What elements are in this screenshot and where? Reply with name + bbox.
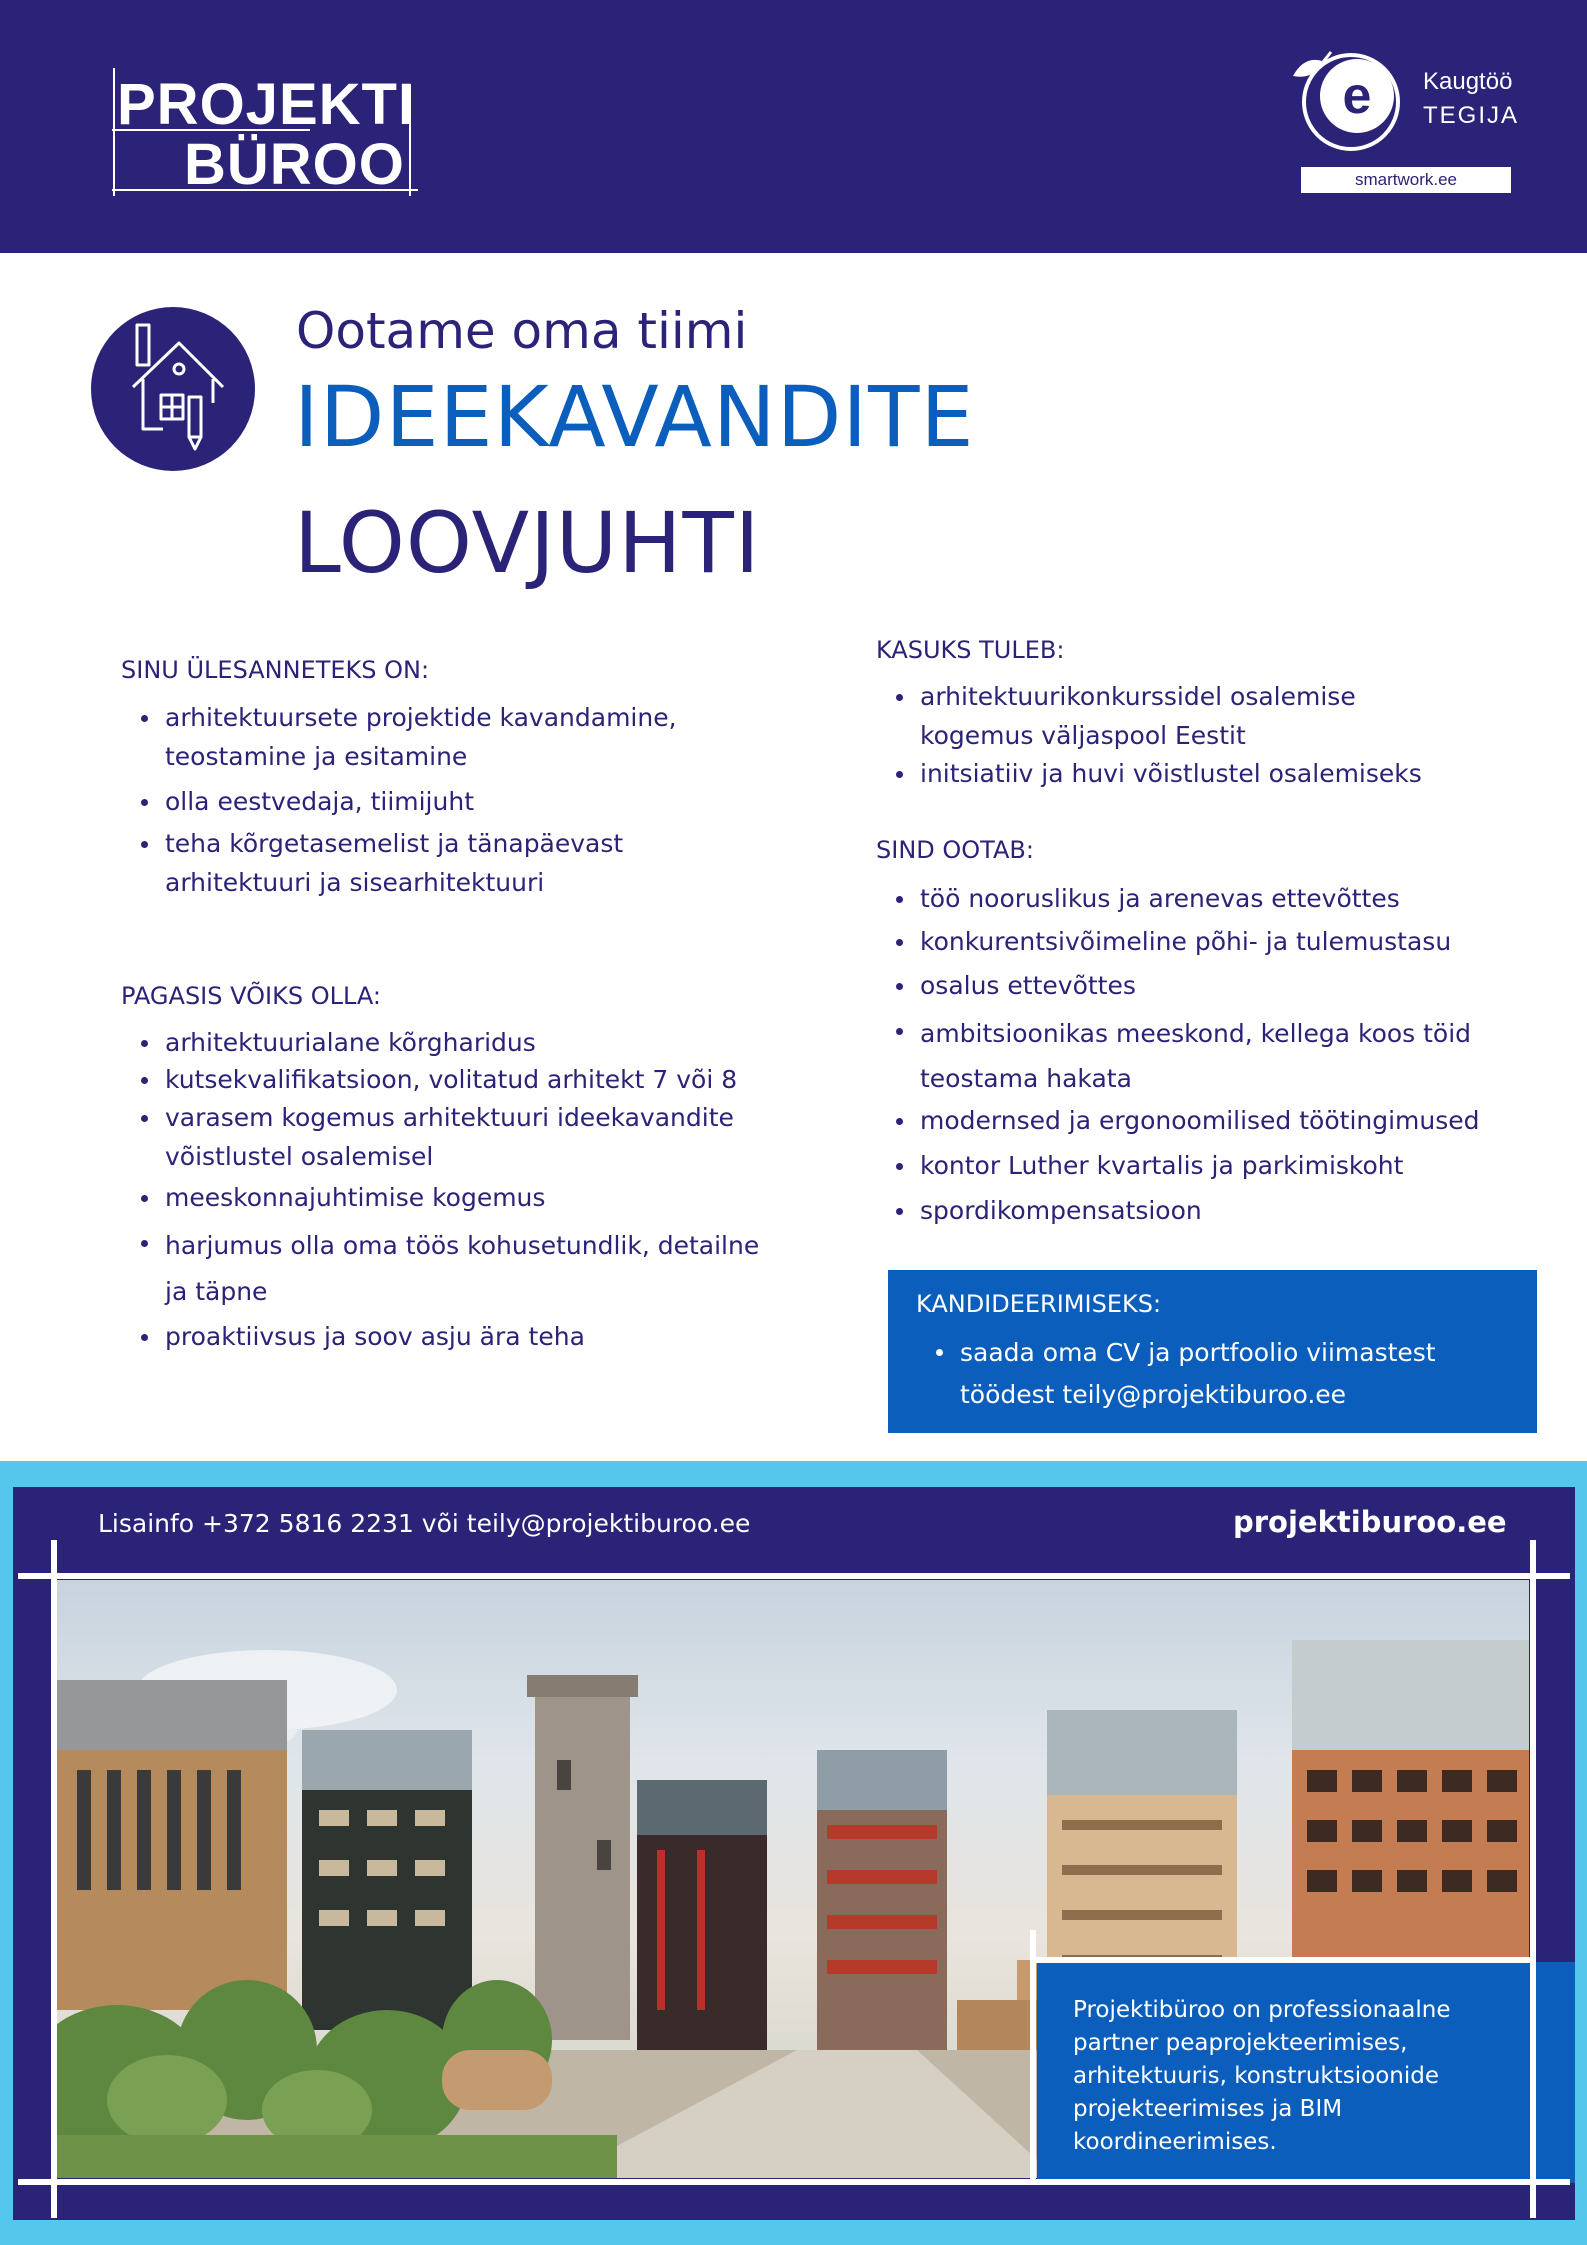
list-item-text: teha kõrgetasemelist ja tänapäevast [165, 829, 624, 858]
list-item-text-cont: võistlustel osalemisel [165, 1142, 434, 1171]
partner-line2: TEGIJA [1423, 102, 1520, 129]
svg-text:e: e [1342, 67, 1372, 125]
list-item-text: olla eestvedaja, tiimijuht [165, 787, 474, 816]
list-item-text-cont: ja täpne [165, 1277, 268, 1306]
logo-text-line2: BÜROO [184, 132, 405, 197]
list-item [121, 824, 623, 902]
list-item-text: ambitsioonikas meeskond, kellega koos töid [920, 1019, 1472, 1048]
apply-box [888, 1270, 1537, 1433]
list-item [121, 1060, 737, 1099]
list-item-text-cont: teostama hakata [920, 1064, 1132, 1093]
list-item [121, 1178, 545, 1217]
list-item-text-cont: arhitektuuri ja sisearhitektuuri [165, 868, 545, 897]
background-heading: PAGASIS VÕIKS OLLA: [121, 982, 381, 1010]
list-item-text-cont: teostamine ja esitamine [165, 742, 468, 771]
list-item [121, 698, 677, 776]
list-item [121, 1098, 734, 1176]
partner-line1: Kaugtöö [1423, 68, 1513, 95]
footer-website-link[interactable]: projektiburoo.ee [1233, 1505, 1507, 1539]
list-item [876, 922, 1451, 961]
pre-title: Ootame oma tiimi [296, 302, 748, 360]
apply-heading: KANDIDEERIMISEKS: [916, 1290, 1162, 1318]
apply-email-link[interactable]: töödest teily@projektiburoo.ee [960, 1380, 1347, 1409]
advantage-heading: KASUKS TULEB: [876, 636, 1065, 664]
list-item-text: proaktiivsus ja soov asju ära teha [165, 1322, 585, 1351]
list-item [876, 1146, 1403, 1185]
list-item [876, 1011, 1471, 1101]
list-item [876, 879, 1400, 918]
list-item-text: initsiatiiv ja huvi võistlustel osalemiseks [920, 759, 1422, 788]
list-item [876, 1191, 1202, 1230]
logo-text-line1: PROJEKTI [117, 72, 416, 137]
list-item-text: harjumus olla oma töös kohusetundlik, detailne [165, 1231, 760, 1260]
list-item-text: saada oma CV ja portfoolio viimastest [960, 1338, 1436, 1367]
tasks-heading: SINU ÜLESANNETEKS ON: [121, 656, 430, 684]
list-item [121, 1317, 585, 1356]
list-item [876, 677, 1356, 755]
list-item-text: spordikompensatsioon [920, 1196, 1202, 1225]
e-apple-icon [1283, 46, 1423, 156]
list-item-text: varasem kogemus arhitektuuri ideekavandite [165, 1103, 734, 1132]
list-item [876, 1101, 1480, 1140]
house-pencil-icon [91, 307, 255, 471]
job-title-line1: IDEEKAVANDITE [294, 368, 975, 466]
list-item [876, 966, 1136, 1005]
list-item-text: modernsed ja ergonoomilised töötingimused [920, 1106, 1480, 1135]
list-item [121, 1223, 759, 1315]
list-item-text: arhitektuursete projektide kavandamine, [165, 703, 677, 732]
company-description: Projektibüroo on professionaalne partner peaprojekteerimises, arhitektuuris, konstruktsioonide projekteerimises ja BIM koordineerimises. [1073, 1997, 1451, 2155]
list-item [916, 1332, 1436, 1416]
list-item-text: arhitektuurikonkurssidel osalemise [920, 682, 1356, 711]
list-item-text: meeskonnajuhtimise kogemus [165, 1183, 546, 1212]
kaugtoo-tegija-logo[interactable] [1283, 46, 1520, 196]
list-item-text: töö nooruslikus ja arenevas ettevõttes [920, 884, 1400, 913]
offer-heading: SIND OOTAB: [876, 836, 1034, 864]
list-item-text: konkurentsivõimeline põhi- ja tulemustasu [920, 927, 1452, 956]
list-item-text: kontor Luther kvartalis ja parkimiskoht [920, 1151, 1404, 1180]
list-item-text-cont: kogemus väljaspool Eestit [920, 721, 1246, 750]
list-item [876, 754, 1422, 793]
list-item-text: arhitektuurialane kõrgharidus [165, 1028, 536, 1057]
list-item-text: kutsekvalifikatsioon, volitatud arhitekt 7 või 8 [165, 1065, 738, 1094]
footer-contact-info[interactable]: Lisainfo +372 5816 2231 või teily@projektiburoo.ee [98, 1509, 751, 1538]
header-banner [0, 0, 1587, 253]
job-title-line2: LOOVJUHTI [294, 494, 761, 592]
partner-url[interactable]: smartwork.ee [1301, 167, 1511, 193]
list-item [121, 1023, 536, 1062]
projektibyroo-logo[interactable] [112, 68, 422, 198]
list-item-text: osalus ettevõttes [920, 971, 1136, 1000]
list-item [121, 782, 474, 821]
